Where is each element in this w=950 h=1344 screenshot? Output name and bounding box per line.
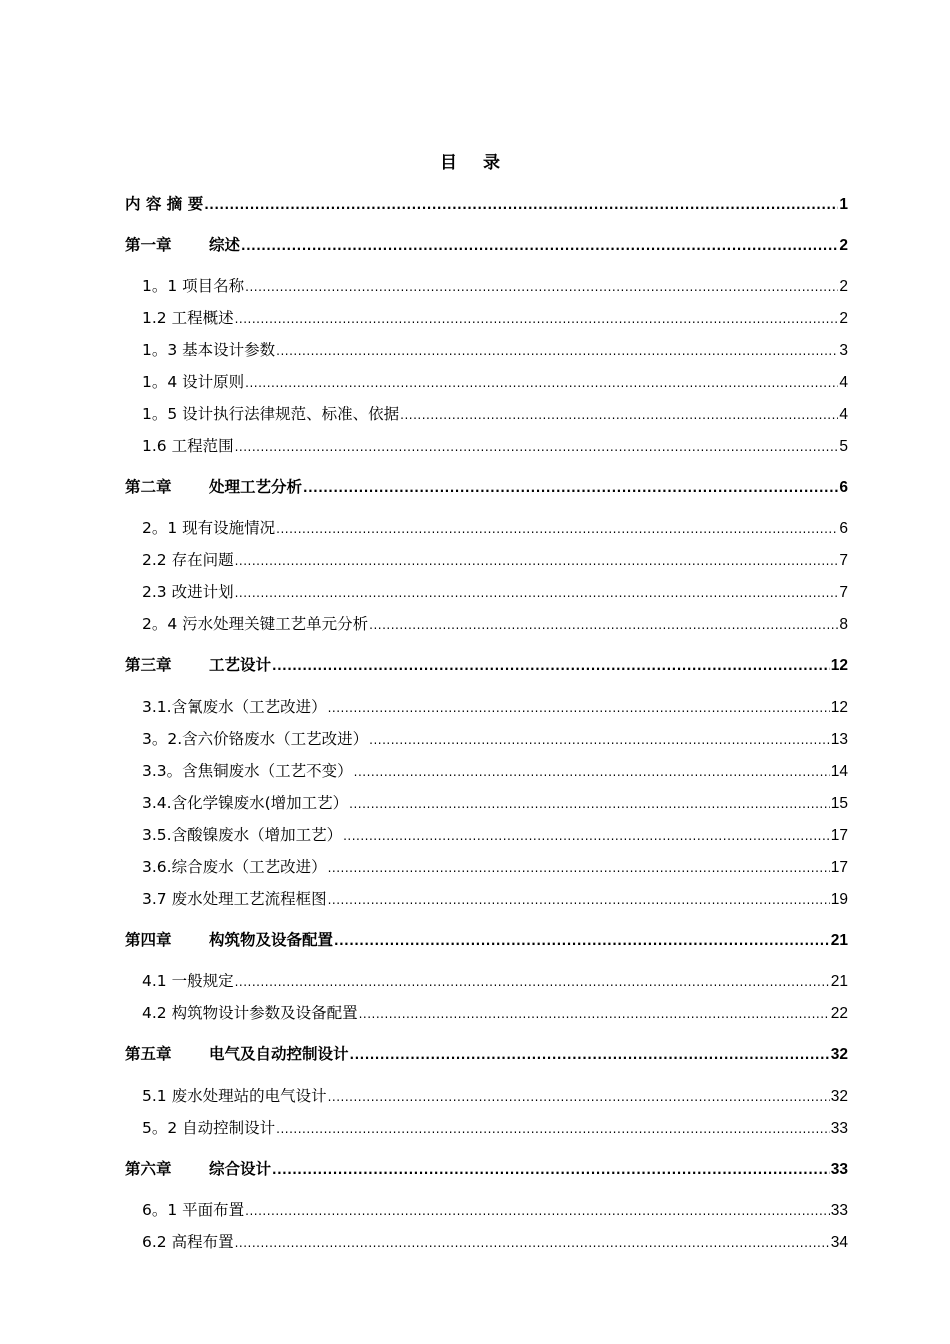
toc-leader-dots — [343, 824, 830, 848]
toc-leader-dots — [359, 1002, 830, 1026]
toc-page-number: 6 — [839, 520, 848, 537]
toc-leader-dots — [276, 339, 838, 363]
toc-leader-dots — [276, 1117, 830, 1141]
toc-leader-dots — [272, 654, 830, 678]
toc-entry-title: 1.2 工程概述 — [142, 309, 234, 327]
toc-leader-dots — [349, 792, 830, 816]
toc-entry-section[interactable] — [142, 612, 848, 636]
toc-entry-section[interactable] — [142, 887, 848, 911]
toc-page-number: 17 — [830, 827, 848, 844]
toc-entry-title: 1。4 设计原则 — [142, 373, 245, 391]
toc-entry-title: 4.1 一般规定 — [142, 972, 234, 990]
toc-page-number: 13 — [830, 731, 848, 748]
toc-entry-section[interactable] — [142, 516, 848, 540]
toc-entry-title: 第一章 综述 — [125, 233, 240, 257]
toc-entry-section[interactable] — [142, 306, 848, 330]
toc-leader-dots — [276, 517, 838, 541]
toc-entry-section[interactable] — [142, 1116, 848, 1140]
toc-leader-dots — [328, 856, 830, 880]
toc-entry-title: 第三章 工艺设计 — [125, 653, 271, 677]
toc-page-number: 34 — [830, 1234, 848, 1251]
toc-leader-dots — [354, 760, 830, 784]
chapter-number: 第二章 — [125, 478, 172, 496]
toc-page-number: 4 — [839, 374, 848, 391]
toc-leader-dots — [328, 1085, 830, 1109]
toc-entry-title: 1.6 工程范围 — [142, 437, 234, 455]
toc-page-number: 2 — [839, 310, 848, 327]
toc-entry-chapter-6[interactable] — [125, 1157, 848, 1181]
toc-entry-section[interactable] — [142, 969, 848, 993]
chapter-number: 第三章 — [125, 656, 172, 674]
toc-entry-title: 3.7 废水处理工艺流程框图 — [142, 890, 327, 908]
chapter-number: 第一章 — [125, 236, 172, 254]
toc-leader-dots — [350, 1043, 830, 1067]
chapter-number: 第四章 — [125, 931, 172, 949]
toc-entry-section[interactable] — [142, 727, 848, 751]
toc-entry-title: 3.3。含焦铜废水（工艺不变） — [142, 762, 353, 780]
toc-entry-section[interactable] — [142, 823, 848, 847]
toc-leader-dots — [328, 696, 830, 720]
toc-entry-title: 3.1.含氰废水（工艺改进） — [142, 698, 327, 716]
toc-leader-dots — [303, 476, 838, 500]
toc-page-number: 4 — [839, 406, 848, 423]
toc-entry-title: 3.6.综合废水（工艺改进） — [142, 858, 327, 876]
toc-leader-dots — [328, 888, 830, 912]
toc-entry-title: 6。1 平面布置 — [142, 1201, 245, 1219]
toc-leader-dots — [369, 728, 830, 752]
chapter-number: 第六章 — [125, 1160, 172, 1178]
toc-leader-dots — [245, 1199, 830, 1223]
toc-leader-dots — [272, 1158, 830, 1182]
toc-entry-section[interactable] — [142, 1001, 848, 1025]
toc-leader-dots — [369, 613, 838, 637]
toc-page-number: 17 — [830, 859, 848, 876]
toc-entry-section[interactable] — [142, 1230, 848, 1254]
toc-page-number: 22 — [830, 1005, 848, 1022]
toc-page-number: 21 — [830, 973, 848, 990]
toc-entry-title: 内 容 摘 要 — [125, 195, 204, 213]
toc-entry-title: 第五章 电气及自动控制设计 — [125, 1042, 349, 1066]
toc-leader-dots — [235, 549, 839, 573]
toc-entry-title: 2.3 改进计划 — [142, 583, 234, 601]
toc-leader-dots — [235, 435, 839, 459]
toc-entry-section[interactable] — [142, 370, 848, 394]
toc-leader-dots — [204, 193, 838, 217]
toc-page-number: 33 — [830, 1161, 848, 1178]
toc-entry-section[interactable] — [142, 580, 848, 604]
toc-entry-section[interactable] — [142, 1084, 848, 1108]
toc-page-number: 33 — [830, 1202, 848, 1219]
toc-entry-chapter-5[interactable] — [125, 1042, 848, 1066]
toc-leader-dots — [235, 1231, 830, 1255]
toc-page-number: 21 — [830, 932, 848, 949]
toc-entry-title: 2.2 存在问题 — [142, 551, 234, 569]
toc-leader-dots — [245, 275, 838, 299]
toc-leader-dots — [400, 403, 838, 427]
toc-entry-title: 5。2 自动控制设计 — [142, 1119, 276, 1137]
toc-entry-title: 1。3 基本设计参数 — [142, 341, 276, 359]
toc-entry-section[interactable] — [142, 791, 848, 815]
toc-page-number: 1 — [839, 196, 848, 213]
toc-entry-section[interactable] — [142, 1198, 848, 1222]
toc-leader-dots — [235, 581, 839, 605]
toc-entry-title: 第二章 处理工艺分析 — [125, 475, 302, 499]
chapter-number: 第五章 — [125, 1045, 172, 1063]
page-title: 目 录 — [440, 153, 510, 173]
toc-entry-title: 6.2 高程布置 — [142, 1233, 234, 1251]
toc-page-number: 32 — [830, 1088, 848, 1105]
toc-entry-section[interactable] — [142, 548, 848, 572]
toc-leader-dots — [241, 234, 838, 258]
toc-entry-title: 第六章 综合设计 — [125, 1157, 271, 1181]
toc-entry-section[interactable] — [142, 274, 848, 298]
toc-page-number: 7 — [839, 552, 848, 569]
toc-page-number: 32 — [830, 1046, 848, 1063]
toc-entry-title: 5.1 废水处理站的电气设计 — [142, 1087, 327, 1105]
toc-page-number: 5 — [839, 438, 848, 455]
toc-entry-section[interactable] — [142, 855, 848, 879]
toc-entry-title: 3。2.含六价铬废水（工艺改进） — [142, 730, 369, 748]
toc-page-number: 14 — [830, 763, 848, 780]
toc-leader-dots — [245, 371, 838, 395]
toc-page-number: 15 — [830, 795, 848, 812]
toc-entry-title: 2。1 现有设施情况 — [142, 519, 276, 537]
toc-page-number: 19 — [830, 891, 848, 908]
toc-page-number: 33 — [830, 1120, 848, 1137]
toc-entry-chapter-3[interactable] — [125, 653, 848, 677]
toc-entry-section[interactable] — [142, 434, 848, 458]
toc-entry-section[interactable] — [142, 695, 848, 719]
toc-entry-title: 4.2 构筑物设计参数及设备配置 — [142, 1004, 358, 1022]
toc-entry-title: 1。1 项目名称 — [142, 277, 245, 295]
toc-page-number: 2 — [839, 237, 848, 254]
toc-entry-section[interactable] — [142, 402, 848, 426]
toc-entry-chapter-1[interactable] — [125, 233, 848, 257]
toc-entry-title: 1。5 设计执行法律规范、标准、依据 — [142, 405, 400, 423]
toc-entry-title: 2。4 污水处理关键工艺单元分析 — [142, 615, 369, 633]
toc-page-number: 3 — [839, 342, 848, 359]
toc-entry-chapter-2[interactable] — [125, 475, 848, 499]
toc-page-number: 2 — [839, 278, 848, 295]
toc-entry-section[interactable] — [142, 759, 848, 783]
toc-entry-summary[interactable] — [125, 192, 848, 216]
toc-leader-dots — [235, 970, 830, 994]
toc-page-number: 7 — [839, 584, 848, 601]
toc-entry-title: 3.5.含酸镍废水（增加工艺） — [142, 826, 343, 844]
toc-entry-chapter-4[interactable] — [125, 928, 848, 952]
toc-page-number: 6 — [839, 479, 848, 496]
toc-entry-title: 3.4.含化学镍废水(增加工艺） — [142, 794, 349, 812]
toc-leader-dots — [334, 929, 830, 953]
toc-page-number: 8 — [839, 616, 848, 633]
toc-leader-dots — [235, 307, 839, 331]
toc-entry-title: 第四章 构筑物及设备配置 — [125, 928, 333, 952]
toc-page-number: 12 — [830, 657, 848, 674]
toc-entry-section[interactable] — [142, 338, 848, 362]
toc-page-number: 12 — [830, 699, 848, 716]
